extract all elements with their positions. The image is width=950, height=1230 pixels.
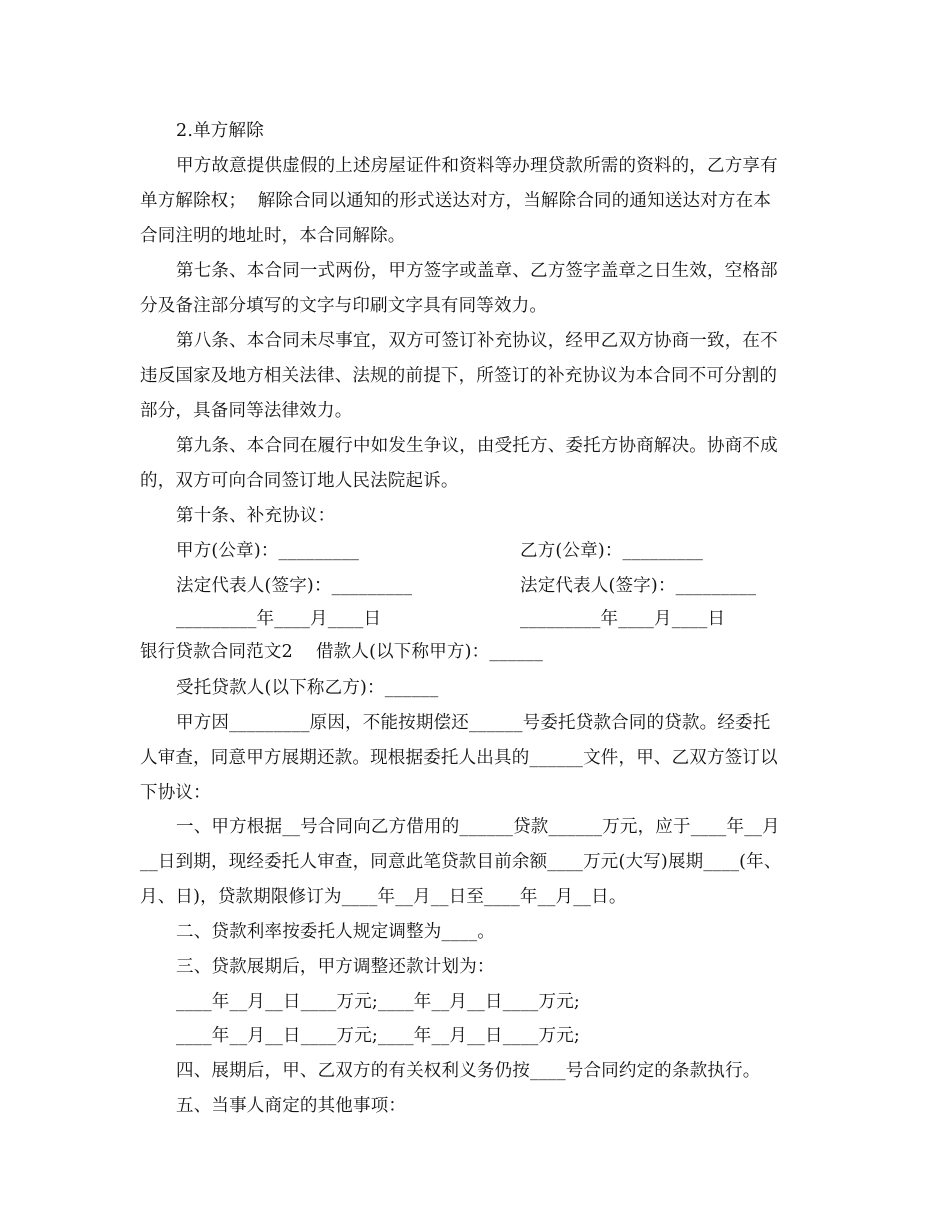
doc-line: __日到期，现经委托人审查，同意此笔贷款目前余额____万元(大写)展期____(年、 [140, 852, 782, 872]
doc-line: 甲方因_________原因，不能按期偿还______号委托贷款合同的贷款。经委托 [176, 713, 771, 733]
doc-line: 三、贷款展期后，甲方调整还款计划为： [176, 957, 495, 977]
doc-line: ____年__月__日____万元;____年__月__日____万元; [176, 992, 580, 1012]
doc-line: 四、展期后，甲、乙双方的有关权利义务仍按____号合同约定的条款执行。 [176, 1061, 761, 1081]
signature-party-a: 甲方(公章)：_________ [176, 541, 360, 561]
doc-line: 甲方故意提供虚假的上述房屋证件和资料等办理贷款所需的资料的，乙方享有 [176, 156, 778, 176]
doc-line: 合同注明的地址时，本合同解除。 [140, 226, 406, 246]
doc-line: 第八条、本合同未尽事宜，双方可签订补充协议，经甲乙双方协商一致，在不 [176, 331, 778, 351]
doc-line: 五、当事人商定的其他事项： [176, 1096, 407, 1116]
doc-line: 部分，具备同等法律效力。 [140, 401, 353, 421]
signature-rep-b: 法定代表人(签字)：_________ [520, 576, 757, 596]
doc-line: 下协议： [140, 783, 211, 803]
doc-line: 二、贷款利率按委托人规定调整为____。 [176, 922, 495, 942]
signature-party-b: 乙方(公章)：_________ [520, 541, 704, 561]
signature-date-a: _________年____月____日 [176, 609, 382, 629]
doc-line: 分及备注部分填写的文字与印刷文字具有同等效力。 [140, 296, 548, 316]
signature-date-b: _________年____月____日 [520, 609, 726, 629]
doc-line: 第七条、本合同一式两份，甲方签字或盖章、乙方签字盖章之日生效，空格部 [176, 261, 778, 281]
doc-line: 单方解除权； 解除合同以通知的形式送达对方，当解除合同的通知送达对方在本 [140, 191, 772, 211]
doc-line: 的，双方可向合同签订地人民法院起诉。 [140, 471, 459, 491]
doc-line: 人审查，同意甲方展期还款。现根据委托人出具的______文件，甲、乙双方签订以 [140, 748, 778, 768]
doc-line: 违反国家及地方相关法律、法规的前提下，所签订的补充协议为本合同不可分割的 [140, 366, 778, 386]
doc-line: 2.单方解除 [176, 121, 264, 141]
doc-line: 一、甲方根据__号合同向乙方借用的______贷款______万元，应于____年__月 [176, 817, 780, 837]
doc-line: ____年__月__日____万元;____年__月__日____万元; [176, 1026, 580, 1046]
doc-line: 第九条、本合同在履行中如发生争议，由受托方、委托方协商解决。协商不成 [176, 436, 778, 456]
doc-line: 月、日)，贷款期限修订为____年__月__日至____年__月__日。 [140, 887, 627, 907]
doc-line: 银行贷款合同范文2 借款人(以下称甲方)：______ [140, 642, 544, 662]
doc-line: 受托贷款人(以下称乙方)：______ [176, 678, 439, 698]
doc-line: 第十条、补充协议： [176, 506, 336, 526]
signature-rep-a: 法定代表人(签字)：_________ [176, 576, 413, 596]
